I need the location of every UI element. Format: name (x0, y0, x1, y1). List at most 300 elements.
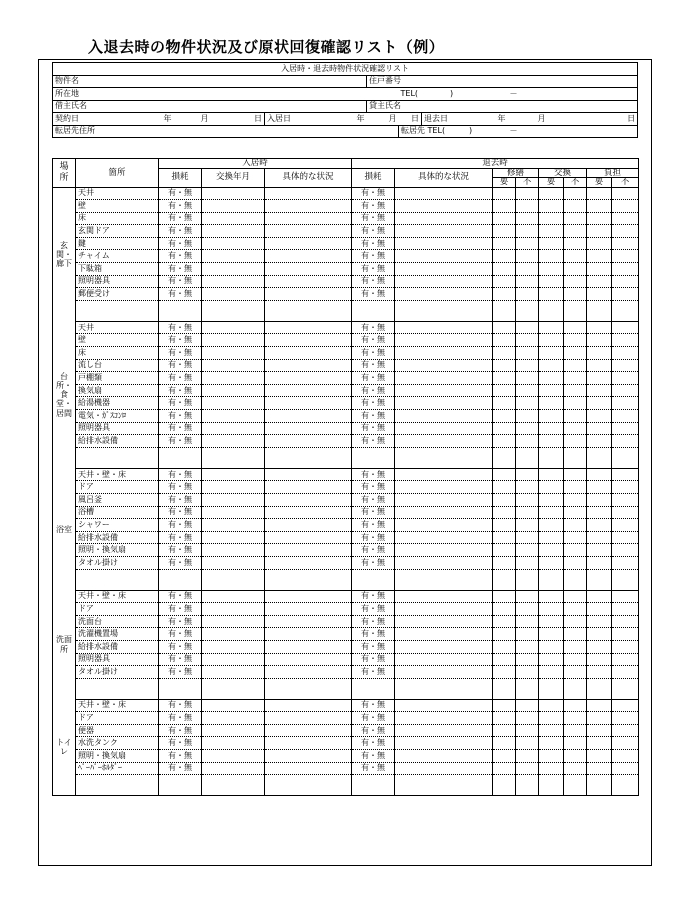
repair-not-cell[interactable] (516, 724, 539, 737)
burden-not-cell[interactable] (612, 724, 639, 737)
replace-date-cell[interactable] (202, 493, 265, 506)
move-in-specific-cell[interactable] (265, 237, 352, 250)
move-in-specific-cell[interactable] (265, 590, 352, 603)
move-out-specific-cell[interactable] (395, 225, 493, 238)
repair-not-cell[interactable] (516, 384, 539, 397)
exchange-not-cell[interactable] (564, 544, 587, 557)
repair-need-cell[interactable] (493, 288, 516, 301)
repair-not-cell[interactable] (516, 590, 539, 603)
burden-need-cell[interactable] (587, 187, 612, 200)
move-in-specific-cell[interactable] (265, 468, 352, 481)
burden-need-cell[interactable] (587, 397, 612, 410)
repair-need-cell[interactable] (493, 531, 516, 544)
replace-date-cell[interactable] (202, 544, 265, 557)
exchange-need-cell[interactable] (539, 531, 564, 544)
burden-not-cell[interactable] (612, 762, 639, 775)
repair-not-cell[interactable] (516, 237, 539, 250)
burden-not-cell[interactable] (612, 200, 639, 213)
burden-not-cell[interactable] (612, 481, 639, 494)
move-in-specific-cell[interactable] (265, 628, 352, 641)
burden-need-cell[interactable] (587, 321, 612, 334)
exchange-not-cell[interactable] (564, 653, 587, 666)
burden-need-cell[interactable] (587, 275, 612, 288)
move-out-specific-cell[interactable] (395, 750, 493, 763)
burden-need-cell[interactable] (587, 724, 612, 737)
burden-need-cell[interactable] (587, 737, 612, 750)
replace-date-cell[interactable] (202, 640, 265, 653)
move-in-specific-cell[interactable] (265, 187, 352, 200)
burden-need-cell[interactable] (587, 334, 612, 347)
move-in-specific-cell[interactable] (265, 359, 352, 372)
exchange-need-cell[interactable] (539, 347, 564, 360)
exchange-need-cell[interactable] (539, 225, 564, 238)
exchange-not-cell[interactable] (564, 263, 587, 276)
exchange-not-cell[interactable] (564, 724, 587, 737)
replace-date-cell[interactable] (202, 347, 265, 360)
repair-not-cell[interactable] (516, 187, 539, 200)
exchange-not-cell[interactable] (564, 372, 587, 385)
repair-not-cell[interactable] (516, 712, 539, 725)
repair-not-cell[interactable] (516, 334, 539, 347)
exchange-not-cell[interactable] (564, 212, 587, 225)
move-in-specific-cell[interactable] (265, 737, 352, 750)
repair-not-cell[interactable] (516, 200, 539, 213)
move-out-specific-cell[interactable] (395, 481, 493, 494)
repair-need-cell[interactable] (493, 334, 516, 347)
repair-need-cell[interactable] (493, 359, 516, 372)
exchange-not-cell[interactable] (564, 506, 587, 519)
burden-need-cell[interactable] (587, 519, 612, 532)
repair-not-cell[interactable] (516, 481, 539, 494)
replace-date-cell[interactable] (202, 397, 265, 410)
exchange-need-cell[interactable] (539, 762, 564, 775)
burden-not-cell[interactable] (612, 275, 639, 288)
exchange-not-cell[interactable] (564, 359, 587, 372)
replace-date-cell[interactable] (202, 590, 265, 603)
exchange-not-cell[interactable] (564, 187, 587, 200)
burden-need-cell[interactable] (587, 699, 612, 712)
repair-not-cell[interactable] (516, 699, 539, 712)
exchange-need-cell[interactable] (539, 263, 564, 276)
burden-not-cell[interactable] (612, 384, 639, 397)
burden-need-cell[interactable] (587, 435, 612, 448)
replace-date-cell[interactable] (202, 237, 265, 250)
repair-need-cell[interactable] (493, 493, 516, 506)
repair-not-cell[interactable] (516, 422, 539, 435)
burden-need-cell[interactable] (587, 628, 612, 641)
repair-need-cell[interactable] (493, 435, 516, 448)
replace-date-cell[interactable] (202, 519, 265, 532)
repair-not-cell[interactable] (516, 666, 539, 679)
repair-not-cell[interactable] (516, 493, 539, 506)
exchange-need-cell[interactable] (539, 640, 564, 653)
exchange-need-cell[interactable] (539, 384, 564, 397)
repair-need-cell[interactable] (493, 321, 516, 334)
move-in-specific-cell[interactable] (265, 347, 352, 360)
move-out-specific-cell[interactable] (395, 422, 493, 435)
repair-not-cell[interactable] (516, 225, 539, 238)
burden-not-cell[interactable] (612, 359, 639, 372)
exchange-need-cell[interactable] (539, 712, 564, 725)
burden-not-cell[interactable] (612, 212, 639, 225)
move-out-specific-cell[interactable] (395, 544, 493, 557)
replace-date-cell[interactable] (202, 334, 265, 347)
repair-not-cell[interactable] (516, 737, 539, 750)
repair-not-cell[interactable] (516, 250, 539, 263)
repair-need-cell[interactable] (493, 724, 516, 737)
move-in-specific-cell[interactable] (265, 544, 352, 557)
move-in-specific-cell[interactable] (265, 263, 352, 276)
exchange-not-cell[interactable] (564, 556, 587, 569)
move-in-specific-cell[interactable] (265, 640, 352, 653)
move-out-specific-cell[interactable] (395, 506, 493, 519)
exchange-need-cell[interactable] (539, 468, 564, 481)
repair-need-cell[interactable] (493, 750, 516, 763)
burden-need-cell[interactable] (587, 359, 612, 372)
repair-not-cell[interactable] (516, 603, 539, 616)
move-out-specific-cell[interactable] (395, 519, 493, 532)
replace-date-cell[interactable] (202, 556, 265, 569)
exchange-need-cell[interactable] (539, 435, 564, 448)
repair-need-cell[interactable] (493, 200, 516, 213)
burden-not-cell[interactable] (612, 506, 639, 519)
exchange-need-cell[interactable] (539, 410, 564, 423)
move-in-specific-cell[interactable] (265, 519, 352, 532)
move-in-specific-cell[interactable] (265, 321, 352, 334)
replace-date-cell[interactable] (202, 275, 265, 288)
exchange-need-cell[interactable] (539, 481, 564, 494)
move-out-specific-cell[interactable] (395, 410, 493, 423)
move-in-specific-cell[interactable] (265, 750, 352, 763)
burden-need-cell[interactable] (587, 615, 612, 628)
move-out-specific-cell[interactable] (395, 640, 493, 653)
exchange-not-cell[interactable] (564, 699, 587, 712)
burden-need-cell[interactable] (587, 422, 612, 435)
burden-not-cell[interactable] (612, 712, 639, 725)
exchange-need-cell[interactable] (539, 699, 564, 712)
exchange-not-cell[interactable] (564, 712, 587, 725)
burden-need-cell[interactable] (587, 212, 612, 225)
replace-date-cell[interactable] (202, 288, 265, 301)
move-in-specific-cell[interactable] (265, 435, 352, 448)
burden-need-cell[interactable] (587, 372, 612, 385)
replace-date-cell[interactable] (202, 712, 265, 725)
exchange-not-cell[interactable] (564, 481, 587, 494)
replace-date-cell[interactable] (202, 628, 265, 641)
exchange-not-cell[interactable] (564, 531, 587, 544)
burden-need-cell[interactable] (587, 666, 612, 679)
replace-date-cell[interactable] (202, 187, 265, 200)
exchange-need-cell[interactable] (539, 372, 564, 385)
burden-need-cell[interactable] (587, 750, 612, 763)
burden-need-cell[interactable] (587, 712, 612, 725)
repair-need-cell[interactable] (493, 263, 516, 276)
replace-date-cell[interactable] (202, 384, 265, 397)
exchange-need-cell[interactable] (539, 506, 564, 519)
burden-not-cell[interactable] (612, 334, 639, 347)
exchange-not-cell[interactable] (564, 397, 587, 410)
exchange-need-cell[interactable] (539, 275, 564, 288)
move-out-specific-cell[interactable] (395, 275, 493, 288)
burden-need-cell[interactable] (587, 544, 612, 557)
repair-need-cell[interactable] (493, 397, 516, 410)
move-in-specific-cell[interactable] (265, 699, 352, 712)
repair-need-cell[interactable] (493, 737, 516, 750)
burden-not-cell[interactable] (612, 556, 639, 569)
repair-not-cell[interactable] (516, 506, 539, 519)
repair-not-cell[interactable] (516, 275, 539, 288)
move-out-specific-cell[interactable] (395, 397, 493, 410)
move-out-specific-cell[interactable] (395, 699, 493, 712)
exchange-not-cell[interactable] (564, 590, 587, 603)
move-in-specific-cell[interactable] (265, 334, 352, 347)
repair-not-cell[interactable] (516, 531, 539, 544)
replace-date-cell[interactable] (202, 737, 265, 750)
replace-date-cell[interactable] (202, 200, 265, 213)
burden-need-cell[interactable] (587, 653, 612, 666)
replace-date-cell[interactable] (202, 212, 265, 225)
exchange-not-cell[interactable] (564, 603, 587, 616)
move-out-specific-cell[interactable] (395, 435, 493, 448)
move-out-specific-cell[interactable] (395, 347, 493, 360)
repair-need-cell[interactable] (493, 666, 516, 679)
exchange-not-cell[interactable] (564, 435, 587, 448)
exchange-need-cell[interactable] (539, 737, 564, 750)
repair-need-cell[interactable] (493, 410, 516, 423)
move-out-specific-cell[interactable] (395, 468, 493, 481)
replace-date-cell[interactable] (202, 422, 265, 435)
repair-not-cell[interactable] (516, 750, 539, 763)
burden-need-cell[interactable] (587, 590, 612, 603)
move-out-specific-cell[interactable] (395, 187, 493, 200)
exchange-need-cell[interactable] (539, 603, 564, 616)
burden-not-cell[interactable] (612, 544, 639, 557)
burden-not-cell[interactable] (612, 493, 639, 506)
move-in-specific-cell[interactable] (265, 506, 352, 519)
move-out-specific-cell[interactable] (395, 321, 493, 334)
burden-not-cell[interactable] (612, 372, 639, 385)
exchange-not-cell[interactable] (564, 762, 587, 775)
repair-need-cell[interactable] (493, 615, 516, 628)
burden-not-cell[interactable] (612, 250, 639, 263)
replace-date-cell[interactable] (202, 666, 265, 679)
exchange-need-cell[interactable] (539, 200, 564, 213)
repair-not-cell[interactable] (516, 359, 539, 372)
repair-need-cell[interactable] (493, 699, 516, 712)
burden-need-cell[interactable] (587, 263, 612, 276)
move-out-specific-cell[interactable] (395, 590, 493, 603)
repair-need-cell[interactable] (493, 275, 516, 288)
repair-not-cell[interactable] (516, 653, 539, 666)
replace-date-cell[interactable] (202, 615, 265, 628)
move-in-specific-cell[interactable] (265, 288, 352, 301)
repair-need-cell[interactable] (493, 712, 516, 725)
exchange-not-cell[interactable] (564, 384, 587, 397)
repair-not-cell[interactable] (516, 519, 539, 532)
move-in-specific-cell[interactable] (265, 724, 352, 737)
move-in-specific-cell[interactable] (265, 422, 352, 435)
exchange-need-cell[interactable] (539, 519, 564, 532)
move-out-specific-cell[interactable] (395, 359, 493, 372)
repair-need-cell[interactable] (493, 628, 516, 641)
burden-not-cell[interactable] (612, 531, 639, 544)
move-out-specific-cell[interactable] (395, 666, 493, 679)
burden-not-cell[interactable] (612, 468, 639, 481)
repair-need-cell[interactable] (493, 544, 516, 557)
exchange-not-cell[interactable] (564, 493, 587, 506)
exchange-need-cell[interactable] (539, 422, 564, 435)
repair-need-cell[interactable] (493, 590, 516, 603)
move-in-specific-cell[interactable] (265, 397, 352, 410)
move-in-specific-cell[interactable] (265, 200, 352, 213)
burden-need-cell[interactable] (587, 506, 612, 519)
burden-need-cell[interactable] (587, 640, 612, 653)
move-in-specific-cell[interactable] (265, 615, 352, 628)
repair-need-cell[interactable] (493, 347, 516, 360)
exchange-need-cell[interactable] (539, 653, 564, 666)
burden-need-cell[interactable] (587, 250, 612, 263)
repair-not-cell[interactable] (516, 410, 539, 423)
repair-need-cell[interactable] (493, 481, 516, 494)
repair-need-cell[interactable] (493, 640, 516, 653)
replace-date-cell[interactable] (202, 435, 265, 448)
replace-date-cell[interactable] (202, 762, 265, 775)
repair-not-cell[interactable] (516, 640, 539, 653)
repair-need-cell[interactable] (493, 506, 516, 519)
replace-date-cell[interactable] (202, 359, 265, 372)
move-out-specific-cell[interactable] (395, 531, 493, 544)
exchange-need-cell[interactable] (539, 493, 564, 506)
burden-not-cell[interactable] (612, 653, 639, 666)
burden-need-cell[interactable] (587, 200, 612, 213)
repair-not-cell[interactable] (516, 321, 539, 334)
repair-not-cell[interactable] (516, 556, 539, 569)
exchange-not-cell[interactable] (564, 250, 587, 263)
burden-need-cell[interactable] (587, 237, 612, 250)
replace-date-cell[interactable] (202, 410, 265, 423)
move-in-specific-cell[interactable] (265, 410, 352, 423)
move-in-specific-cell[interactable] (265, 493, 352, 506)
exchange-need-cell[interactable] (539, 187, 564, 200)
repair-need-cell[interactable] (493, 237, 516, 250)
repair-not-cell[interactable] (516, 212, 539, 225)
burden-need-cell[interactable] (587, 410, 612, 423)
exchange-need-cell[interactable] (539, 750, 564, 763)
repair-not-cell[interactable] (516, 628, 539, 641)
repair-not-cell[interactable] (516, 435, 539, 448)
move-out-specific-cell[interactable] (395, 288, 493, 301)
exchange-need-cell[interactable] (539, 359, 564, 372)
move-out-specific-cell[interactable] (395, 200, 493, 213)
exchange-need-cell[interactable] (539, 237, 564, 250)
burden-need-cell[interactable] (587, 762, 612, 775)
replace-date-cell[interactable] (202, 263, 265, 276)
exchange-need-cell[interactable] (539, 556, 564, 569)
burden-need-cell[interactable] (587, 603, 612, 616)
move-in-specific-cell[interactable] (265, 762, 352, 775)
repair-need-cell[interactable] (493, 422, 516, 435)
repair-need-cell[interactable] (493, 603, 516, 616)
repair-need-cell[interactable] (493, 212, 516, 225)
burden-not-cell[interactable] (612, 187, 639, 200)
burden-not-cell[interactable] (612, 237, 639, 250)
move-out-specific-cell[interactable] (395, 372, 493, 385)
burden-not-cell[interactable] (612, 640, 639, 653)
move-out-specific-cell[interactable] (395, 724, 493, 737)
burden-need-cell[interactable] (587, 556, 612, 569)
repair-need-cell[interactable] (493, 372, 516, 385)
repair-not-cell[interactable] (516, 544, 539, 557)
exchange-need-cell[interactable] (539, 250, 564, 263)
burden-need-cell[interactable] (587, 347, 612, 360)
exchange-not-cell[interactable] (564, 275, 587, 288)
replace-date-cell[interactable] (202, 250, 265, 263)
burden-not-cell[interactable] (612, 225, 639, 238)
replace-date-cell[interactable] (202, 750, 265, 763)
burden-not-cell[interactable] (612, 666, 639, 679)
repair-need-cell[interactable] (493, 225, 516, 238)
move-in-specific-cell[interactable] (265, 372, 352, 385)
exchange-not-cell[interactable] (564, 321, 587, 334)
burden-not-cell[interactable] (612, 628, 639, 641)
exchange-not-cell[interactable] (564, 410, 587, 423)
repair-need-cell[interactable] (493, 556, 516, 569)
exchange-need-cell[interactable] (539, 666, 564, 679)
replace-date-cell[interactable] (202, 531, 265, 544)
replace-date-cell[interactable] (202, 724, 265, 737)
replace-date-cell[interactable] (202, 699, 265, 712)
burden-not-cell[interactable] (612, 699, 639, 712)
replace-date-cell[interactable] (202, 481, 265, 494)
burden-need-cell[interactable] (587, 288, 612, 301)
exchange-not-cell[interactable] (564, 666, 587, 679)
exchange-not-cell[interactable] (564, 334, 587, 347)
move-out-specific-cell[interactable] (395, 615, 493, 628)
repair-need-cell[interactable] (493, 468, 516, 481)
repair-not-cell[interactable] (516, 397, 539, 410)
repair-not-cell[interactable] (516, 288, 539, 301)
exchange-need-cell[interactable] (539, 544, 564, 557)
exchange-need-cell[interactable] (539, 615, 564, 628)
repair-not-cell[interactable] (516, 263, 539, 276)
move-out-specific-cell[interactable] (395, 250, 493, 263)
burden-not-cell[interactable] (612, 435, 639, 448)
burden-need-cell[interactable] (587, 225, 612, 238)
move-in-specific-cell[interactable] (265, 384, 352, 397)
burden-not-cell[interactable] (612, 263, 639, 276)
replace-date-cell[interactable] (202, 506, 265, 519)
repair-not-cell[interactable] (516, 615, 539, 628)
move-out-specific-cell[interactable] (395, 334, 493, 347)
exchange-not-cell[interactable] (564, 468, 587, 481)
burden-not-cell[interactable] (612, 347, 639, 360)
burden-not-cell[interactable] (612, 615, 639, 628)
exchange-not-cell[interactable] (564, 422, 587, 435)
exchange-need-cell[interactable] (539, 590, 564, 603)
repair-not-cell[interactable] (516, 372, 539, 385)
move-in-specific-cell[interactable] (265, 275, 352, 288)
burden-need-cell[interactable] (587, 468, 612, 481)
move-in-specific-cell[interactable] (265, 212, 352, 225)
move-out-specific-cell[interactable] (395, 212, 493, 225)
burden-not-cell[interactable] (612, 422, 639, 435)
move-in-specific-cell[interactable] (265, 653, 352, 666)
exchange-need-cell[interactable] (539, 321, 564, 334)
replace-date-cell[interactable] (202, 653, 265, 666)
burden-not-cell[interactable] (612, 737, 639, 750)
exchange-not-cell[interactable] (564, 640, 587, 653)
exchange-not-cell[interactable] (564, 519, 587, 532)
